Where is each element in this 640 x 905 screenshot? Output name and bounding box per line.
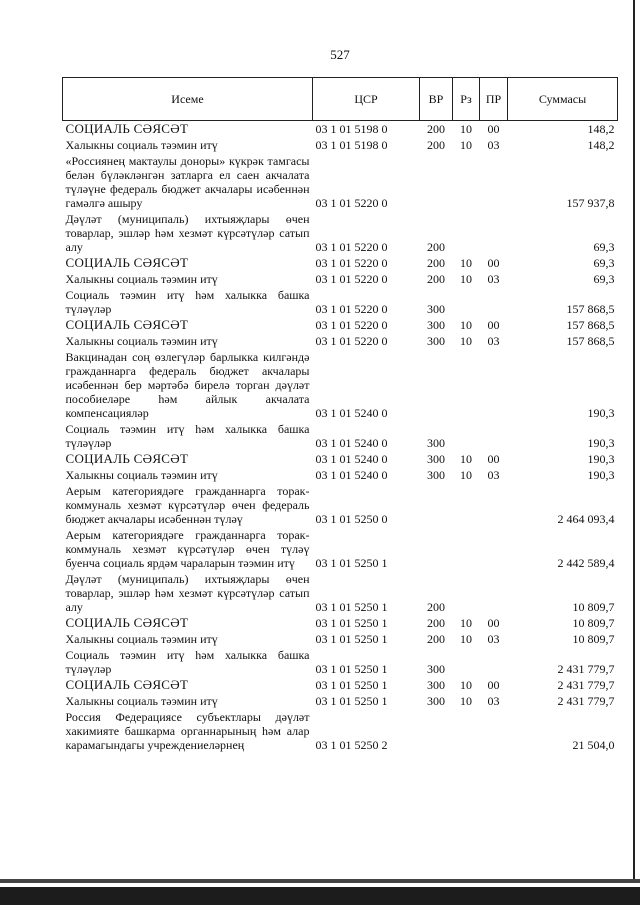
cell-name: Халыкны социаль тәэмин итү — [65, 272, 218, 286]
cell-csr: 03 1 01 5250 1 — [315, 600, 388, 614]
cell-sum: 190,3 — [587, 406, 615, 420]
cell-sum: 2 431 779,7 — [557, 694, 615, 708]
cell-csr: 03 1 01 5220 0 — [315, 318, 388, 332]
header-vr: ВР — [420, 78, 453, 121]
cell-sum: 190,3 — [587, 436, 615, 450]
scan-edge-line — [0, 879, 640, 883]
cell-name: «Россиянең мактаулы доноры» күкрәк тамгасы белән бүләкләнгән затларга ел саен акчалата түләүне федераль бюджет акчалары исәбеннән гамәлгә ашыру — [65, 154, 310, 210]
cell-rz — [453, 287, 480, 317]
cell-sum: 21 504,0 — [572, 738, 615, 752]
cell-sum: 190,3 — [587, 452, 615, 466]
cell-vr: 200 — [427, 600, 445, 614]
table-row — [63, 571, 618, 615]
header-rz: Рз — [453, 78, 480, 121]
table-row — [63, 451, 618, 467]
cell-sum: 157 868,5 — [566, 334, 615, 348]
cell-rz: 10 — [460, 318, 472, 332]
cell-vr: 300 — [427, 302, 445, 316]
cell-csr: 03 1 01 5240 0 — [315, 452, 388, 466]
cell-vr: 200 — [427, 138, 445, 152]
cell-csr: 03 1 01 5220 0 — [315, 196, 388, 210]
table-body — [63, 121, 618, 754]
cell-csr: 03 1 01 5198 0 — [315, 138, 388, 152]
cell-rz: 10 — [460, 678, 472, 692]
table-row — [63, 467, 618, 483]
cell-name: Халыкны социаль тәэмин итү — [65, 468, 218, 482]
table-row — [63, 211, 618, 255]
cell-csr: 03 1 01 5250 1 — [315, 616, 388, 630]
cell-pr — [480, 153, 508, 211]
cell-vr: 300 — [427, 694, 445, 708]
cell-rz — [453, 153, 480, 211]
cell-csr: 03 1 01 5250 1 — [315, 632, 388, 646]
cell-csr: 03 1 01 5220 0 — [315, 240, 388, 254]
table-row — [63, 153, 618, 211]
scan-edge-bottom — [0, 887, 640, 905]
cell-csr: 03 1 01 5250 1 — [315, 556, 388, 570]
cell-pr: 00 — [487, 678, 500, 692]
cell-csr: 03 1 01 5250 2 — [315, 738, 388, 752]
cell-sum: 69,3 — [593, 272, 615, 286]
table-row — [63, 287, 618, 317]
cell-pr: 03 — [487, 694, 500, 708]
cell-rz: 10 — [460, 256, 472, 270]
cell-pr: 00 — [487, 318, 500, 332]
cell-name: Дәүләт (муниципаль) ихтыяҗлары өчен товарлар, эшләр һәм хезмәт күрсәтүләр сатып алу — [65, 572, 310, 614]
cell-rz: 10 — [460, 452, 472, 466]
scan-edge-right — [633, 0, 635, 880]
table-row — [63, 421, 618, 451]
cell-rz: 10 — [460, 122, 472, 136]
cell-vr — [420, 483, 453, 527]
cell-vr: 200 — [427, 256, 445, 270]
cell-name: СОЦИАЛЬ СӘЯСӘТ — [65, 615, 189, 630]
cell-pr — [480, 647, 508, 677]
cell-name: Социаль тәэмин итү һәм халыкка башка түләүләр — [65, 288, 310, 316]
table-row — [63, 615, 618, 631]
cell-pr — [480, 527, 508, 571]
cell-csr: 03 1 01 5220 0 — [315, 256, 388, 270]
cell-vr: 300 — [427, 436, 445, 450]
cell-vr: 300 — [427, 452, 445, 466]
cell-pr — [480, 571, 508, 615]
cell-name: СОЦИАЛЬ СӘЯСӘТ — [65, 121, 189, 136]
cell-pr — [480, 287, 508, 317]
cell-pr: 03 — [487, 632, 500, 646]
table-row — [63, 121, 618, 138]
cell-sum: 2 431 779,7 — [557, 662, 615, 676]
cell-sum: 157 868,5 — [566, 318, 615, 332]
cell-sum: 10 809,7 — [572, 632, 615, 646]
cell-name: Халыкны социаль тәэмин итү — [65, 632, 218, 646]
cell-pr — [480, 349, 508, 421]
cell-name: Социаль тәэмин итү һәм халыкка башка түләүләр — [65, 648, 310, 676]
cell-sum: 10 809,7 — [572, 616, 615, 630]
cell-vr: 300 — [427, 662, 445, 676]
cell-pr: 00 — [487, 256, 500, 270]
cell-rz: 10 — [460, 334, 472, 348]
cell-rz — [453, 709, 480, 753]
page-number: 527 — [330, 47, 350, 62]
cell-csr: 03 1 01 5220 0 — [315, 334, 388, 348]
cell-csr: 03 1 01 5250 1 — [315, 662, 388, 676]
cell-name: Россия Федерациясе субъектлары дәүләт хакимияте башкарма органнарының һәм алар карамагындагы учреждениеләрнең — [65, 710, 310, 752]
table-row — [63, 137, 618, 153]
cell-rz — [453, 571, 480, 615]
cell-rz: 10 — [460, 694, 472, 708]
cell-pr: 00 — [487, 122, 500, 136]
cell-pr: 03 — [487, 138, 500, 152]
cell-vr — [420, 153, 453, 211]
cell-name: Социаль тәэмин итү һәм халыкка башка түләүләр — [65, 422, 310, 450]
cell-sum: 157 937,8 — [566, 196, 615, 210]
cell-rz — [453, 483, 480, 527]
cell-pr — [480, 483, 508, 527]
header-pr: ПР — [480, 78, 508, 121]
cell-name: Халыкны социаль тәэмин итү — [65, 138, 218, 152]
cell-name: СОЦИАЛЬ СӘЯСӘТ — [65, 317, 189, 332]
table-row — [63, 317, 618, 333]
table-row — [63, 483, 618, 527]
budget-table — [62, 77, 618, 753]
table-row — [63, 349, 618, 421]
cell-sum: 2 431 779,7 — [557, 678, 615, 692]
cell-name: СОЦИАЛЬ СӘЯСӘТ — [65, 451, 189, 466]
cell-vr: 200 — [427, 632, 445, 646]
cell-csr: 03 1 01 5250 1 — [315, 694, 388, 708]
cell-rz: 10 — [460, 632, 472, 646]
cell-csr: 03 1 01 5240 0 — [315, 468, 388, 482]
header-csr: ЦСР — [313, 78, 420, 121]
cell-pr — [480, 211, 508, 255]
cell-rz — [453, 211, 480, 255]
cell-rz: 10 — [460, 272, 472, 286]
cell-rz: 10 — [460, 138, 472, 152]
cell-pr — [480, 421, 508, 451]
cell-sum: 157 868,5 — [566, 302, 615, 316]
cell-vr: 200 — [427, 272, 445, 286]
cell-sum: 148,2 — [587, 122, 615, 136]
cell-pr: 03 — [487, 272, 500, 286]
cell-pr: 00 — [487, 616, 500, 630]
cell-rz — [453, 421, 480, 451]
cell-rz: 10 — [460, 468, 472, 482]
cell-sum: 69,3 — [593, 240, 615, 254]
cell-csr: 03 1 01 5220 0 — [315, 272, 388, 286]
cell-sum: 2 442 589,4 — [557, 556, 615, 570]
cell-sum: 69,3 — [593, 256, 615, 270]
table-row — [63, 271, 618, 287]
cell-pr: 03 — [487, 334, 500, 348]
cell-vr: 200 — [427, 616, 445, 630]
cell-vr — [420, 709, 453, 753]
cell-csr: 03 1 01 5250 0 — [315, 512, 388, 526]
cell-pr — [480, 709, 508, 753]
table-row — [63, 333, 618, 349]
cell-sum: 2 464 093,4 — [557, 512, 615, 526]
table-row — [63, 647, 618, 677]
header-name: Исеме — [63, 78, 313, 121]
cell-csr: 03 1 01 5220 0 — [315, 302, 388, 316]
cell-sum: 190,3 — [587, 468, 615, 482]
cell-name: СОЦИАЛЬ СӘЯСӘТ — [65, 255, 189, 270]
cell-vr: 300 — [427, 468, 445, 482]
cell-rz — [453, 349, 480, 421]
cell-csr: 03 1 01 5250 1 — [315, 678, 388, 692]
table-row — [63, 677, 618, 693]
cell-vr: 200 — [427, 240, 445, 254]
table-row — [63, 709, 618, 753]
cell-vr — [420, 349, 453, 421]
cell-pr: 00 — [487, 452, 500, 466]
cell-sum: 10 809,7 — [572, 600, 615, 614]
cell-csr: 03 1 01 5198 0 — [315, 122, 388, 136]
cell-rz — [453, 527, 480, 571]
table-row — [63, 255, 618, 271]
cell-vr: 300 — [427, 678, 445, 692]
cell-rz — [453, 647, 480, 677]
cell-name: СОЦИАЛЬ СӘЯСӘТ — [65, 677, 189, 692]
header-sum: Суммасы — [508, 78, 618, 121]
table-row — [63, 693, 618, 709]
cell-csr: 03 1 01 5240 0 — [315, 406, 388, 420]
cell-vr: 300 — [427, 334, 445, 348]
table-header-row — [63, 78, 618, 121]
cell-name: Вакцинадан соң өзлегүләр барлыкка килгәндә гражданнарга федераль бюджет акчалары исәбеннән бер мәртәбә бирелә торган дәүләт пособиеләре һәм айлык акчалата компенсацияләр — [65, 350, 310, 420]
cell-name: Аерым категориядәге гражданнарга торак-коммуналь хезмәт күрсәтүләр өчен федераль бюджет акчалары исәбеннән түләү — [65, 484, 310, 526]
table-row — [63, 631, 618, 647]
cell-vr — [420, 527, 453, 571]
cell-name: Халыкны социаль тәэмин итү — [65, 334, 218, 348]
cell-pr: 03 — [487, 468, 500, 482]
cell-sum: 148,2 — [587, 138, 615, 152]
cell-csr: 03 1 01 5240 0 — [315, 436, 388, 450]
cell-vr: 300 — [427, 318, 445, 332]
cell-rz: 10 — [460, 616, 472, 630]
cell-name: Аерым категориядәге гражданнарга торак-коммуналь хезмәт күрсәтүләр өчен түләү буенча социаль ярдәм чараларын тәэмин итү — [65, 528, 310, 570]
table-row — [63, 527, 618, 571]
cell-name: Халыкны социаль тәэмин итү — [65, 694, 218, 708]
cell-vr: 200 — [427, 122, 445, 136]
cell-name: Дәүләт (муниципаль) ихтыяҗлары өчен товарлар, эшләр һәм хезмәт күрсәтүләр сатып алу — [65, 212, 310, 254]
